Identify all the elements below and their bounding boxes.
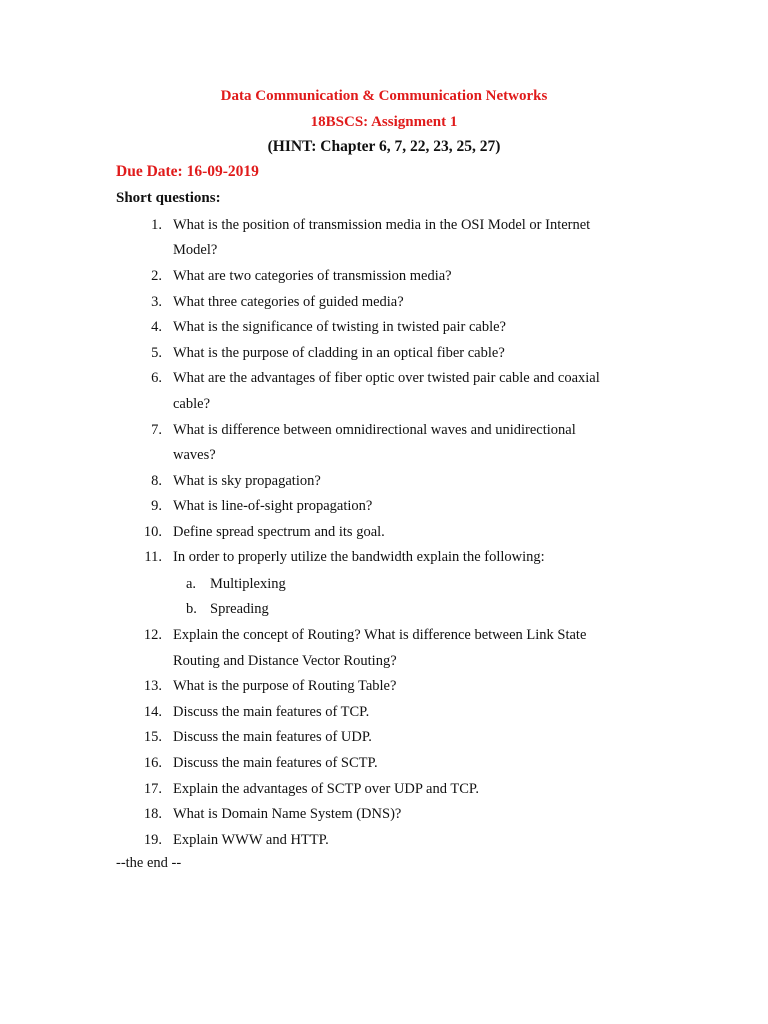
- question-text: Discuss the main features of SCTP.: [173, 755, 378, 771]
- question-number: 2.: [151, 268, 162, 284]
- question-number: 7.: [151, 422, 162, 438]
- question-text: What is line-of-sight propagation?: [173, 498, 373, 514]
- question-text-cont: cable?: [173, 396, 211, 412]
- question-text: Define spread spectrum and its goal.: [173, 524, 385, 540]
- question-text: What is sky propagation?: [173, 473, 321, 489]
- question-number: 11.: [144, 549, 162, 565]
- question-number: 15.: [143, 729, 162, 745]
- question-text: What is Domain Name System (DNS)?: [173, 806, 402, 822]
- question-text: Discuss the main features of TCP.: [173, 704, 370, 720]
- sub-item-letter: b.: [186, 601, 197, 617]
- question-text-cont: Routing and Distance Vector Routing?: [173, 653, 397, 669]
- question-number: 13.: [143, 678, 162, 694]
- question-number: 17.: [143, 781, 162, 797]
- hint-line: (HINT: Chapter 6, 7, 22, 23, 25, 27): [267, 138, 501, 155]
- question-text: What is the purpose of cladding in an optical fiber cable?: [173, 345, 505, 361]
- question-text: What are two categories of transmission media?: [173, 268, 452, 284]
- question-text: What is difference between omnidirectional waves and unidirectional: [173, 422, 576, 438]
- question-number: 6.: [151, 370, 162, 386]
- question-text-cont: Model?: [173, 242, 218, 258]
- question-text: What is the purpose of Routing Table?: [173, 678, 397, 694]
- question-number: 5.: [151, 345, 162, 361]
- sub-item-text: Spreading: [210, 601, 269, 617]
- question-text: Explain the concept of Routing? What is difference between Link State: [173, 627, 587, 643]
- question-number: 4.: [151, 319, 162, 335]
- question-number: 14.: [143, 704, 162, 720]
- question-text: Explain WWW and HTTP.: [173, 832, 329, 848]
- question-number: 8.: [151, 473, 162, 489]
- question-number: 9.: [151, 498, 162, 514]
- question-number: 19.: [143, 832, 162, 848]
- course-title: Data Communication & Communication Networks: [220, 88, 548, 104]
- assignment-title: 18BSCS: Assignment 1: [310, 114, 458, 130]
- question-number: 10.: [143, 524, 162, 540]
- question-number: 18.: [143, 806, 162, 822]
- question-text: In order to properly utilize the bandwidth explain the following:: [173, 549, 545, 565]
- question-text-cont: waves?: [173, 447, 216, 463]
- question-text: What is the position of transmission media in the OSI Model or Internet: [173, 217, 591, 233]
- due-date: Due Date: 16-09-2019: [116, 163, 259, 180]
- sub-item-text: Multiplexing: [210, 576, 286, 592]
- end-text: --the end --: [116, 855, 182, 871]
- question-number: 16.: [143, 755, 162, 771]
- question-number: 12.: [143, 627, 162, 643]
- sub-item-letter: a.: [186, 576, 197, 592]
- question-text: What three categories of guided media?: [173, 294, 404, 310]
- question-text: Discuss the main features of UDP.: [173, 729, 372, 745]
- question-text: What is the significance of twisting in twisted pair cable?: [173, 319, 506, 335]
- question-text: What are the advantages of fiber optic over twisted pair cable and coaxial: [173, 370, 600, 386]
- question-number: 1.: [151, 217, 162, 233]
- question-number: 3.: [151, 294, 162, 310]
- question-text: Explain the advantages of SCTP over UDP and TCP.: [173, 781, 479, 797]
- section-label: Short questions:: [116, 190, 221, 206]
